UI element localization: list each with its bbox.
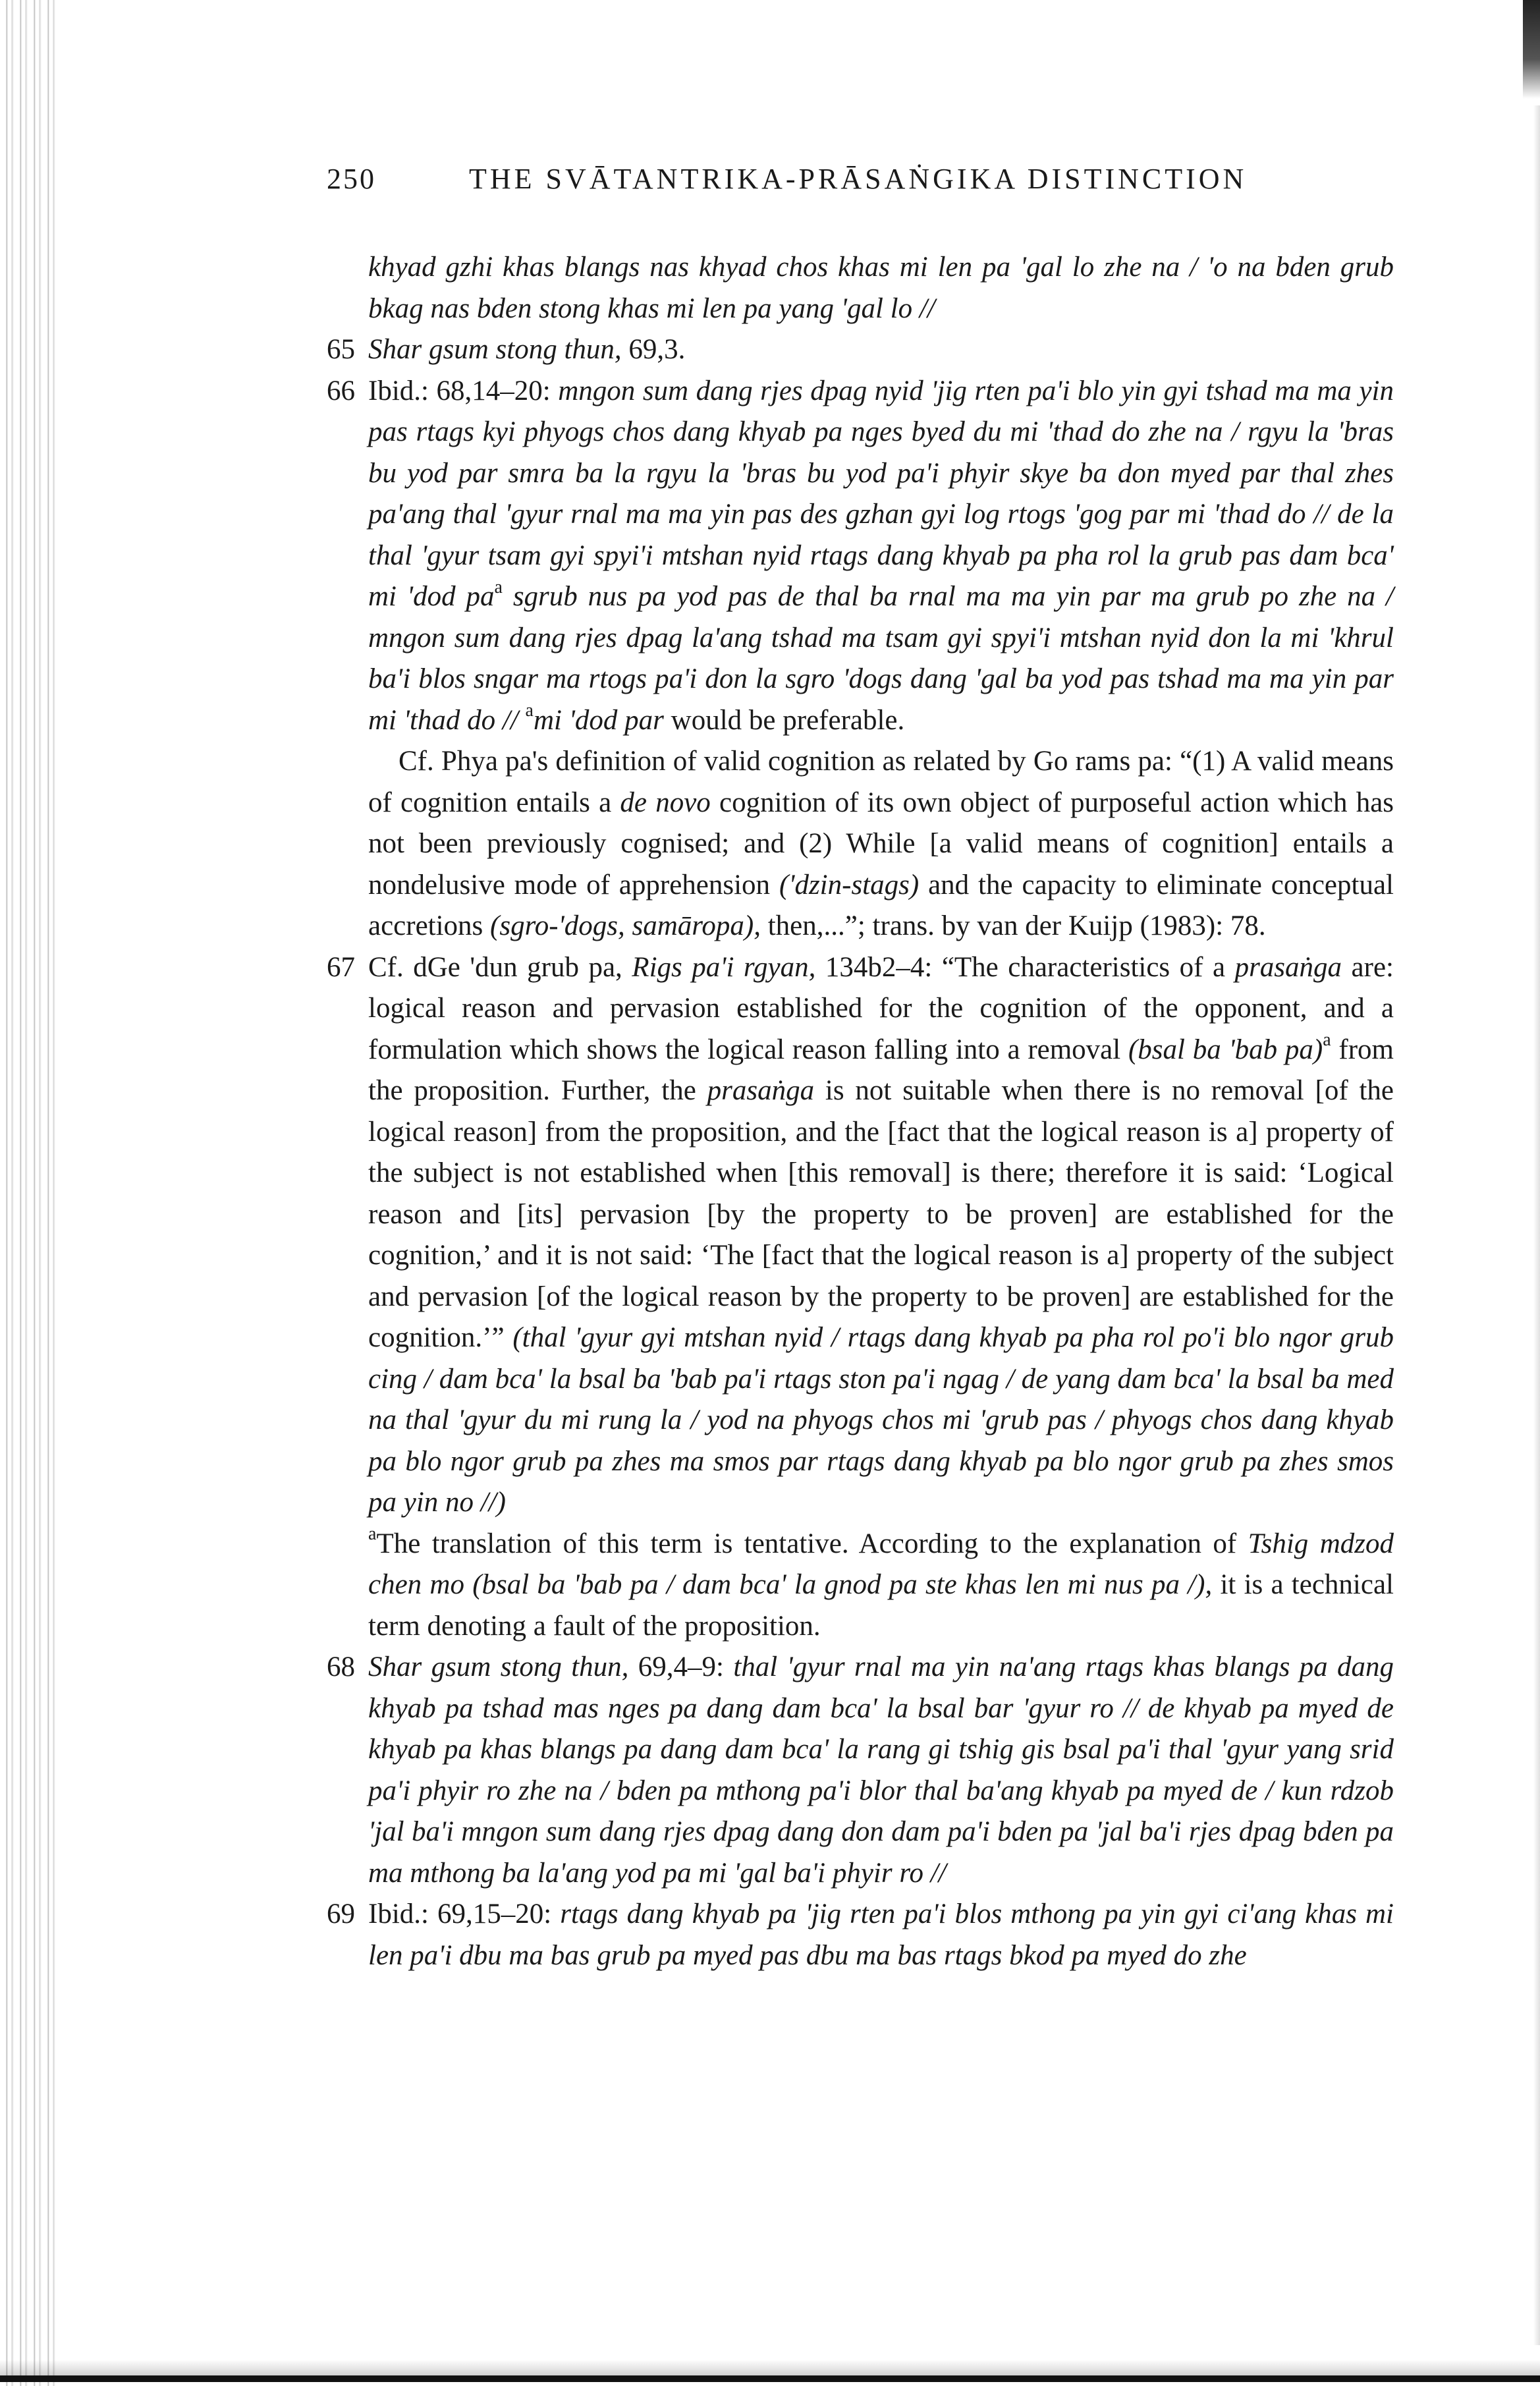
emendation-note: would be preferable. [663,704,905,736]
endnotes [327,247,1394,1976]
tibetan-quote-cont: sgrub nus pa yod pas de thal ba rnal ma ma yin par ma grub po zhe na / mngon sum dang rjes dpag la'ang tshad ma tsam gyi spyi'i mtshan nyid don la mi 'khrul ba'i blos sngar ma rtogs pa'i don la sgro 'dogs dang 'gal ba yod pas tshad ma ma yin par mi 'thad do // [368,581,1394,736]
source-ref: 69,4–9: [628,1651,734,1682]
page-number: 250 [327,163,376,195]
paragraph-text: Cf. Phya pa's definition of valid cognition as related by Go rams pa: “(1) A valid means of cognition entails a [368,746,1394,818]
footnote-marker: a [368,1524,377,1545]
note-68 [327,1647,1394,1894]
paragraph-text: Cf. dGe 'dun grub pa, [368,951,632,983]
page-header [327,162,1394,208]
paragraph-text: then,...”; trans. by van der Kuijp (1983): 78. [760,910,1266,941]
source-title: Shar gsum stong thun, [368,334,622,365]
page-edge-shadow [1533,105,1540,2345]
note-number: 65 [327,334,355,365]
source-title: Rigs pa'i rgyan, [632,951,816,983]
paragraph-text: cognition of its own object of purposeful action which has not been previously cognised; and (2) While [a valid means of cognition] entails a nondelusive mode of apprehension [368,787,1394,901]
italic-term: (sgro-'dogs, samāropa), [490,910,761,941]
note-number: 69 [327,1899,355,1929]
italic-term: prasaṅga [1234,951,1342,983]
source-ref: 69,3. [621,334,686,365]
tibetan-quote: thal 'gyur rnal ma yin na'ang rtags khas blangs pa dang khyab pa tshad mas nges pa dang dam bca' la bsal bar 'gyur ro // de khyab pa myed de khyab pa khas blangs pa dang dam bca' la rang gi tshig gis bsal pa'i thal 'gyur yang srid pa'i phyir ro zhe na / bden pa mthong pa'i blor thal ba'ang khyab pa myed de / kun rdzob 'jal ba'i mngon sum dang rjes dpag dang don dam pa'i bden pa 'jal ba'i rjes dpag bden pa ma mthong ba la'ang yod pa mi 'gal ba'i phyir ro // [368,1651,1394,1889]
tibetan-quote: mngon sum dang rjes dpag nyid 'jig rten pa'i blo yin gyi tshad ma ma yin pas rtags kyi phyogs chos dang khyab pa nges byed du mi 'thad do zhe na / rgyu la 'bras bu yod par smra ba la rgyu la 'bras bu yod pa'i phyir skye ba don myed par thal zhes pa'ang thal 'gyur rnal ma ma yin pas des gzhan gyi log rtogs 'gog par mi 'thad do // de la thal 'gyur tsam gyi spyi'i mtshan nyid rtags dang khyab pa pha rol la grub pas dam bca' mi 'dod pa [368,375,1394,612]
note-65 [327,329,1394,371]
footnote-text: The translation of this term is tentative. According to the explanation of [376,1528,1248,1559]
paragraph-text: are: logical reason and pervasion established for the cognition of the opponent, and a formulation which shows the logical reason falling into a removal [368,951,1394,1065]
note-64-continued [327,247,1394,329]
book-spine-shadow [0,0,59,2386]
italic-term: de novo [620,787,711,818]
footnote-text: it is a technical term denoting a fault of the proposition. [368,1569,1394,1642]
scan-corner-mark [1523,0,1540,99]
note-66 [327,371,1394,947]
italic-term: prasaṅga [707,1075,815,1106]
paragraph-text: is not suitable when there is no removal [of the logical reason] from the proposition, and the [fact that the logical reason is a] property of the subject is not established when [this removal] is there; therefore it is said: ‘Logical reason and [its] pervasion [by the property to be proven] are established for the cognition,’ and it is not said: ‘The [fact that the logical reason is a] property of the subject and pervasion [of the logical reason by the property to be proven] are established for the cognition.’” [368,1075,1394,1353]
italic-term: Tshig mdzod chen mo (bsal ba 'bab pa / dam bca' la gnod pa ste khas len mi nus pa /), [368,1528,1394,1600]
footnote-marker: a [1323,1030,1331,1051]
note-69 [327,1894,1394,1976]
note-number: 68 [327,1651,355,1682]
note-67 [327,947,1394,1648]
note-number: 66 [327,375,355,406]
paragraph-text: from the proposition. Further, the [368,1034,1394,1106]
tibetan-quote: (thal 'gyur gyi mtshan nyid / rtags dang khyab pa pha rol po'i blo ngor grub cing / dam bca' la bsal ba 'bab pa'i rtags ston pa'i ngag / de yang dam bca' la bsal ba med na thal 'gyur du mi rung la / yod na phyogs chos mi 'grub pas / phyogs chos dang khyab pa blo ngor grub pa zhes ma smos par rtags dang khyab pa blo ngor grub pa zhes smos pa yin no //) [368,1322,1394,1518]
running-head: THE SVĀTANTRIKA-PRĀSAṄGIKA DISTINCTION [469,163,1248,195]
italic-term: (bsal ba 'bab pa) [1128,1034,1323,1065]
italic-term: ('dzin-stags) [779,869,920,901]
paragraph-text: 134b2–4: “The characteristics of a [815,951,1235,983]
source-ref: Ibid.: 69,15–20: [368,1899,561,1929]
paragraph-text: and the capacity to eliminate conceptual accretions [368,869,1394,941]
footnote-marker: a [494,576,503,597]
tibetan-quote: rtags dang khyab pa 'jig rten pa'i blos mthong pa yin gyi ci'ang khas mi len pa'i dbu ma bas grub pa myed pas dbu ma bas rtags bkod pa myed do zhe [368,1899,1394,1971]
note-number: 67 [327,951,355,983]
page-bottom-shadow [0,2360,1540,2375]
page-bottom-edge [0,2375,1540,2382]
footnote-marker: a [525,700,534,721]
tibetan-quote: khyad gzhi khas blangs nas khyad chos khas mi len pa 'gal lo zhe na / 'o na bden grub bkag nas bden stong khas mi len pa yang 'gal lo // [368,252,1394,324]
emendation: mi 'dod par [533,704,664,736]
source-title: Shar gsum stong thun, [368,1651,629,1682]
source-ref: Ibid.: 68,14–20: [368,375,559,406]
